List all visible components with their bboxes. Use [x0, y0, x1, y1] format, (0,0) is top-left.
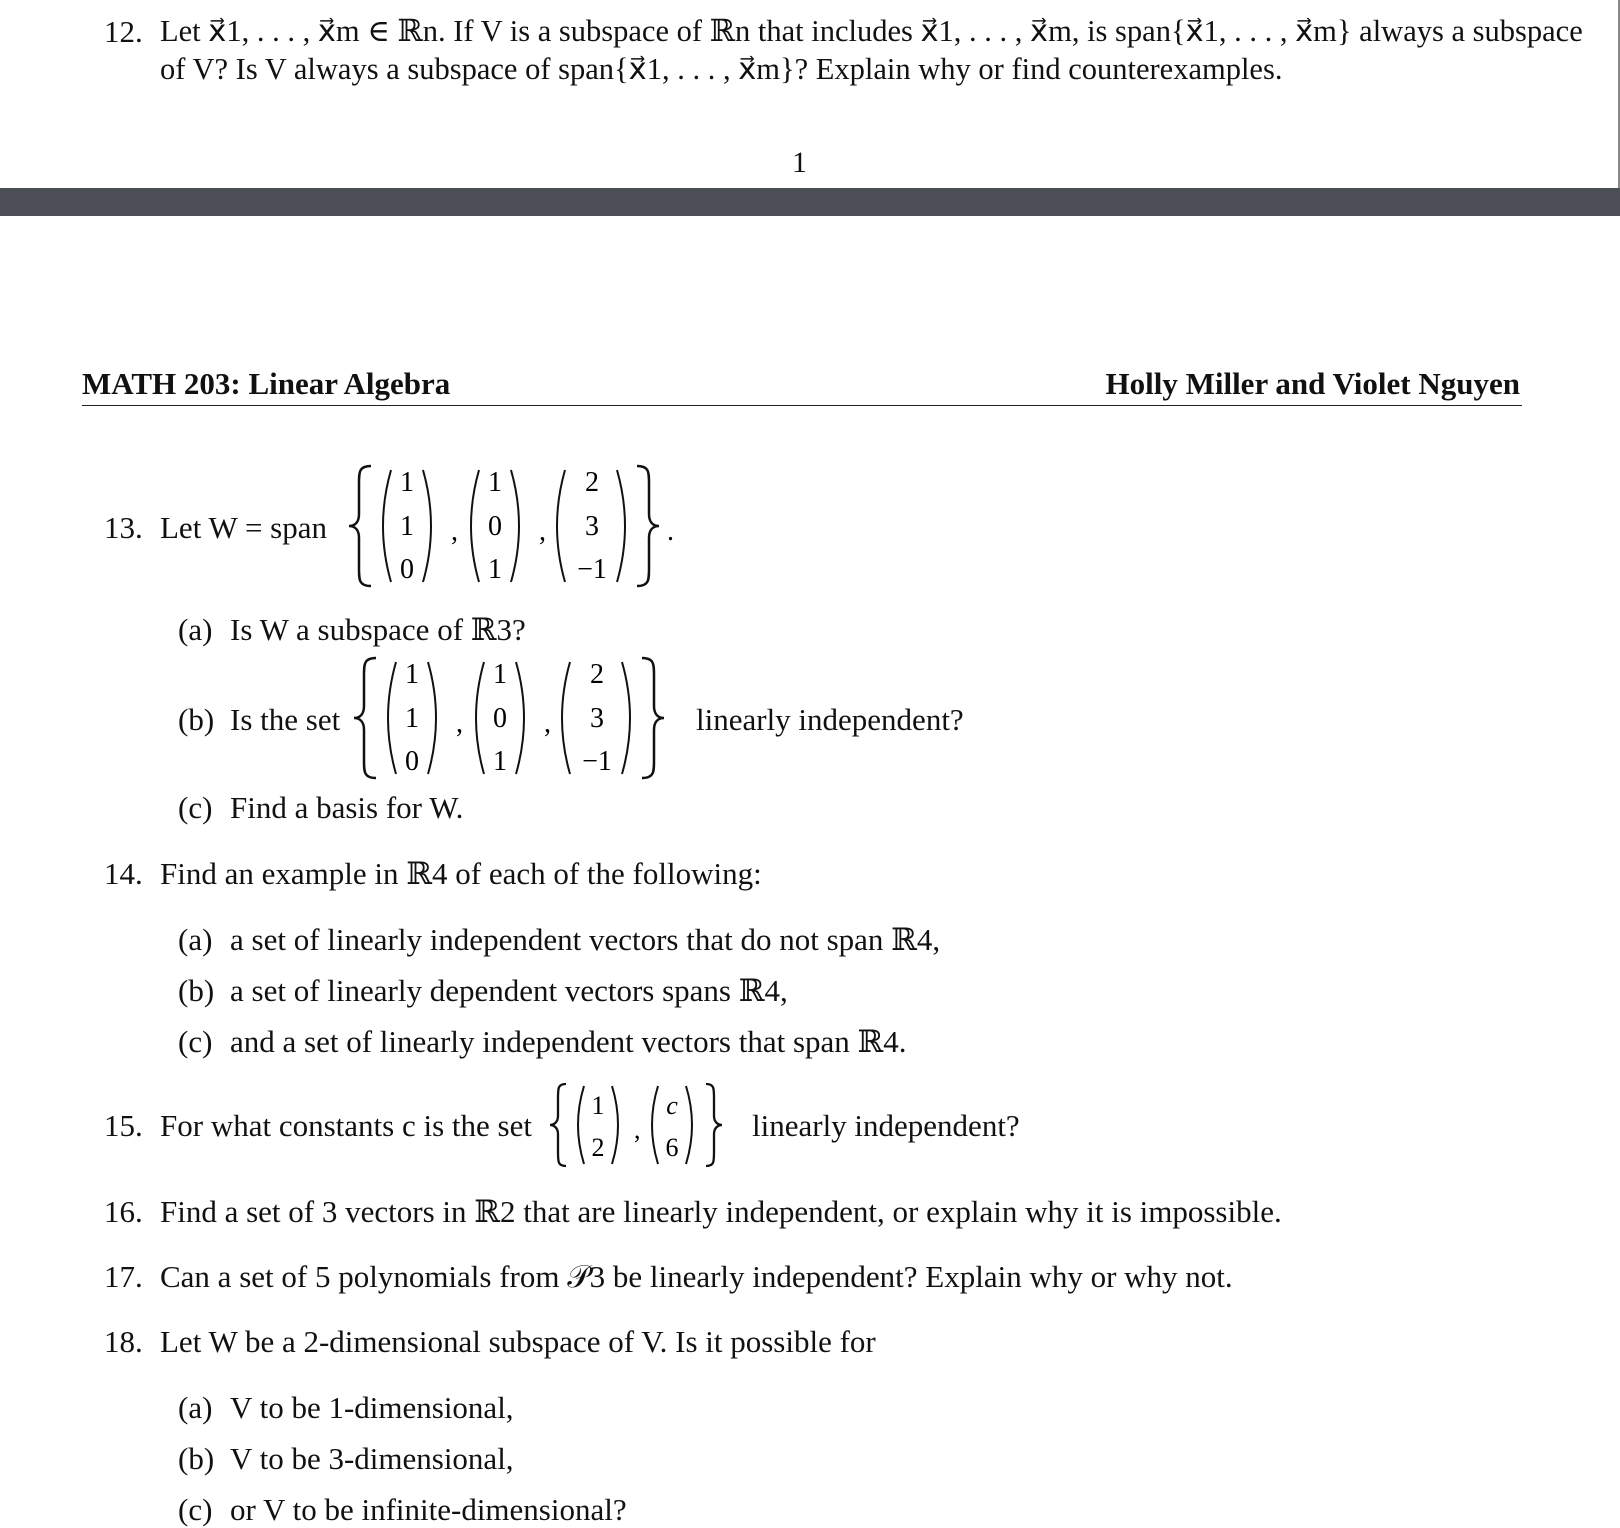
v3-e3: −1 [577, 554, 607, 585]
v1-e1: 1 [405, 659, 419, 690]
v2-e2: 0 [488, 511, 502, 542]
paren-left [578, 1086, 584, 1164]
page-number: 1 [792, 146, 807, 179]
v3-e1: 2 [590, 659, 604, 690]
v1-e3: 0 [400, 554, 414, 585]
v1-e1: 1 [400, 467, 414, 498]
q12-number: 12. [104, 14, 143, 49]
authors: Holly Miller and Violet Nguyen [1105, 366, 1520, 401]
svg-text:,: , [451, 516, 458, 547]
q14-text: Find an example in ℝ4 of each of the following: [160, 856, 762, 891]
course-title: MATH 203: Linear Algebra [82, 366, 451, 401]
q13c-label: (c) [178, 790, 213, 825]
q13a-label: (a) [178, 612, 213, 647]
paren-right [622, 662, 630, 774]
q18-text: Let W be a 2-dimensional subspace of V. Is it possible for [160, 1324, 876, 1359]
q14b-text: a set of linearly dependent vectors spans ℝ4, [230, 973, 788, 1008]
v2-e1: 1 [488, 467, 502, 498]
paren-left [562, 662, 570, 774]
q18a-text: V to be 1-dimensional, [230, 1390, 514, 1425]
left-brace [349, 466, 371, 586]
q15-v2-e1: c [666, 1091, 678, 1120]
q15-tail: linearly independent? [752, 1108, 1020, 1143]
paren-left [471, 470, 479, 582]
v2-e3: 1 [493, 746, 507, 777]
svg-text:,: , [539, 516, 546, 547]
q18-number: 18. [104, 1324, 143, 1359]
q14b-label: (b) [178, 973, 215, 1008]
svg-text:,: , [544, 708, 551, 739]
q15-v2-e2: 6 [665, 1133, 679, 1162]
paren-left [557, 470, 565, 582]
q15-number: 15. [104, 1108, 143, 1143]
svg-text:,: , [634, 1115, 641, 1144]
paren-right [511, 470, 519, 582]
q13b-tail: linearly independent? [696, 702, 964, 737]
q14a-label: (a) [178, 922, 213, 957]
paren-left [388, 662, 396, 774]
paren-right [428, 662, 436, 774]
q16-number: 16. [104, 1194, 143, 1229]
v3-e2: 3 [590, 703, 604, 734]
q13b-vector-set [350, 654, 690, 782]
paren-left [383, 470, 391, 582]
q18c-label: (c) [178, 1492, 213, 1527]
page-separator [0, 188, 1620, 216]
q18b-text: V to be 3-dimensional, [230, 1441, 514, 1476]
v1-e2: 1 [400, 511, 414, 542]
paren-right [617, 470, 625, 582]
q16-text: Find a set of 3 vectors in ℝ2 that are linearly independent, or explain why it is impossible. [160, 1194, 1282, 1229]
q17-text: Can a set of 5 polynomials from 𝒫3 be linearly independent? Explain why or why not. [160, 1259, 1233, 1294]
q12-line-2: of V? Is V always a subspace of span{x⃗1, . . . , x⃗m}? Explain why or find counterexamples. [160, 52, 1283, 86]
q14a-text: a set of linearly independent vectors that do not span ℝ4, [230, 922, 941, 957]
paren-right [516, 662, 524, 774]
svg-text:.: . [667, 516, 674, 547]
v2-e1: 1 [493, 659, 507, 690]
paren-right [686, 1086, 692, 1164]
paren-right [423, 470, 431, 582]
q15-v1-e1: 1 [591, 1091, 605, 1120]
right-brace [706, 1084, 722, 1166]
v2-e3: 1 [488, 554, 502, 585]
q14-number: 14. [104, 856, 143, 891]
v3-e2: 3 [585, 511, 599, 542]
svg-text:,: , [456, 708, 463, 739]
q12-line-1: Let x⃗1, . . . , x⃗m ∈ ℝn. If V is a subspace of ℝn that includes x⃗1, . . . , x⃗m, is span{x⃗1, . . . , x⃗m} always a subspace [160, 14, 1583, 48]
q13b-label: (b) [178, 702, 215, 737]
q18a-label: (a) [178, 1390, 213, 1425]
v2-e2: 0 [493, 703, 507, 734]
v1-e3: 0 [405, 746, 419, 777]
v3-e3: −1 [582, 746, 612, 777]
q14c-text: and a set of linearly independent vectors that span ℝ4. [230, 1024, 907, 1059]
q13b-lead: Is the set [230, 702, 341, 737]
q13a-text: Is W a subspace of ℝ3? [230, 612, 526, 647]
q14c-label: (c) [178, 1024, 213, 1059]
right-brace [637, 466, 659, 586]
q13-vector-set [345, 462, 695, 590]
q15-vector-set [548, 1080, 748, 1170]
header-rule [82, 405, 1522, 406]
v3-e1: 2 [585, 467, 599, 498]
q13-lead: Let W = span [160, 510, 328, 545]
left-brace [550, 1084, 566, 1166]
q18c-text: or V to be infinite-dimensional? [230, 1492, 627, 1527]
right-brace [642, 658, 664, 778]
q18b-label: (b) [178, 1441, 215, 1476]
left-brace [354, 658, 376, 778]
q17-number: 17. [104, 1259, 143, 1294]
q13c-text: Find a basis for W. [230, 790, 464, 825]
paren-left [476, 662, 484, 774]
q15-v1-e2: 2 [591, 1133, 605, 1162]
page-1-fragment [0, 0, 1620, 188]
q15-lead: For what constants c is the set [160, 1108, 532, 1143]
paren-right [612, 1086, 618, 1164]
paren-left [652, 1086, 658, 1164]
v1-e2: 1 [405, 703, 419, 734]
q13-number: 13. [104, 510, 143, 545]
